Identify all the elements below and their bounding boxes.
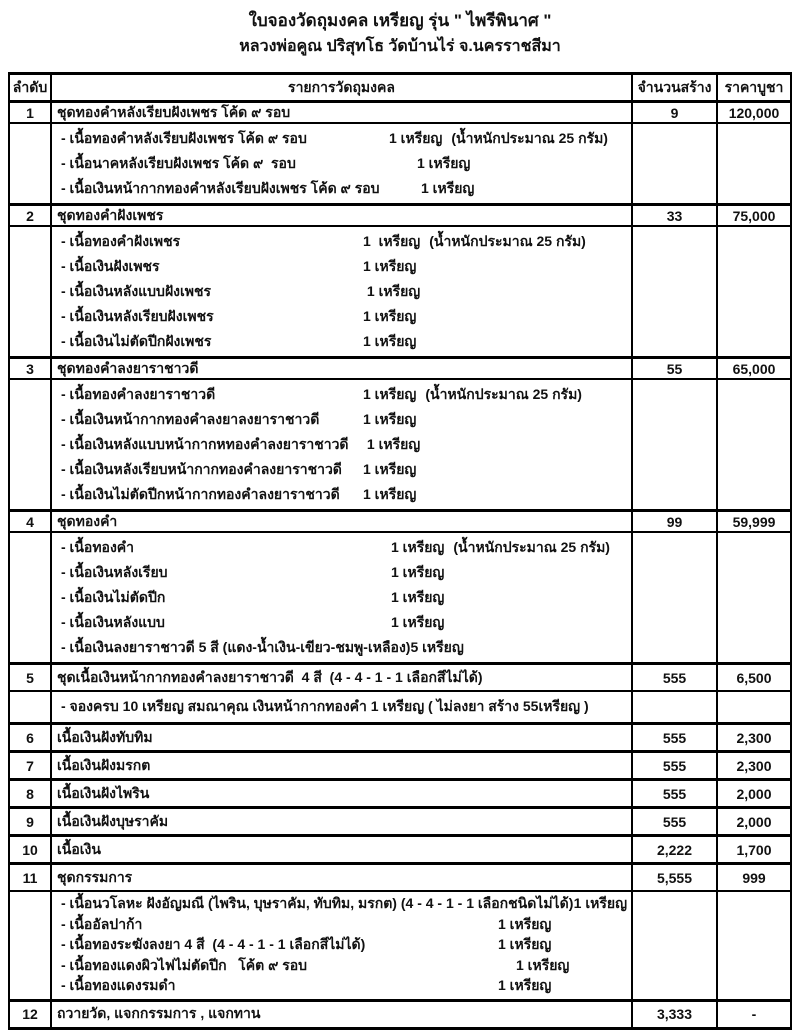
sub-item-quantity: 1 เหรียญ xyxy=(417,154,471,171)
row-order-number: 9 xyxy=(10,809,52,834)
row-order-number: 7 xyxy=(10,753,52,778)
row-quantity-made: 555 xyxy=(631,753,716,778)
sub-item-label: - เนื้อเงินไม่ตัดปีก xyxy=(61,588,166,605)
sub-item-quantity: 1 เหรียญ xyxy=(363,460,417,477)
table-header-row xyxy=(10,72,790,100)
sub-item-quantity: 1 เหรียญ xyxy=(363,435,421,452)
sub-item-label: - เนื้อเงินไม่ตัดปีกหน้ากากทองคำลงยาราชาวดี xyxy=(61,485,340,502)
table-row xyxy=(10,806,790,834)
sub-item-line xyxy=(57,254,627,279)
sub-item-label: - เนื้อทองแดงผิวไฟไม่ตัดปีก โค้ต ๙ รอบ xyxy=(61,956,308,973)
sub-item-label: - เนื้อทองคำหลังเรียบฝังเพชร โค้ด ๙ รอบ xyxy=(61,129,307,146)
sub-item-note: (น้ำหนักประมาณ 25 กรัม) xyxy=(453,538,610,555)
sub-item-quantity: 1 เหรียญ xyxy=(363,410,417,427)
sub-item-line xyxy=(57,151,627,176)
row-item-label: เนื้อเงินฝังมรกต xyxy=(57,756,151,773)
sub-empty-order-cell xyxy=(10,892,52,999)
row-quantity-made: 33 xyxy=(631,206,716,225)
sub-item-line xyxy=(57,956,627,977)
row-quantity-made: 2,222 xyxy=(631,837,716,862)
row-item-label: เนื้อเงินฝังไพริน xyxy=(57,784,150,801)
row-price-value: 75,000 xyxy=(716,206,790,225)
sub-empty-quantity-cell xyxy=(631,892,716,999)
column-header-quantity: จำนวนสร้าง xyxy=(631,75,716,100)
sub-item-label: - เนื้อเงินไม่ตัดปีกฝังเพชร xyxy=(61,332,212,349)
sub-item-line xyxy=(57,935,627,956)
sub-item-quantity: 1 เหรียญ xyxy=(391,613,445,630)
column-header-order-no: ลำดับ xyxy=(10,75,52,100)
row-quantity-made: 555 xyxy=(631,725,716,750)
table-row xyxy=(10,203,790,225)
sub-empty-quantity-cell xyxy=(631,124,716,203)
sub-empty-order-cell xyxy=(10,124,52,203)
sub-items-row xyxy=(10,531,790,662)
sub-items-cell xyxy=(52,124,631,203)
row-order-number: 3 xyxy=(10,359,52,378)
sub-item-line xyxy=(57,610,627,635)
sub-item-line xyxy=(57,457,627,482)
row-quantity-made: 5,555 xyxy=(631,865,716,890)
row-order-number: 6 xyxy=(10,725,52,750)
sub-empty-price-cell xyxy=(716,380,790,509)
amulet-order-table xyxy=(8,72,792,1030)
sub-item-line xyxy=(57,329,627,354)
sub-item-label: - เนื้อเงินหลังเรียบหน้ากากทองคำลงยาราชาวดี xyxy=(61,460,342,477)
row-item-label: เนื้อเงินฝังทับทิม xyxy=(57,728,153,745)
sub-empty-order-cell xyxy=(10,380,52,509)
sub-item-line xyxy=(57,279,627,304)
sub-items-row xyxy=(10,690,790,722)
sub-item-line xyxy=(57,382,627,407)
sub-item-quantity: 1 เหรียญ xyxy=(363,385,417,402)
row-order-number: 5 xyxy=(10,665,52,690)
row-price-value: 999 xyxy=(716,865,790,890)
sub-item-line xyxy=(57,635,627,660)
sub-item-quantity: 1 เหรียญ xyxy=(391,563,445,580)
row-quantity-made: 55 xyxy=(631,359,716,378)
sub-item-note: (น้ำหนักประมาณ 25 กรัม) xyxy=(425,385,582,402)
sub-items-cell xyxy=(52,380,631,509)
sub-item-quantity: 1 เหรียญ xyxy=(569,895,627,912)
row-price-value: 59,999 xyxy=(716,512,790,531)
sub-item-note: (น้ำหนักประมาณ 25 กรัม) xyxy=(429,232,586,249)
sub-item-line xyxy=(57,229,627,254)
sub-empty-quantity-cell xyxy=(631,533,716,662)
sub-item-quantity: 1 เหรียญ xyxy=(363,282,421,299)
sub-item-label: - เนื้อทองคำฝังเพชร xyxy=(61,232,181,249)
sub-item-label: - เนื้อทองแดงรมดำ xyxy=(61,977,176,994)
sub-item-label: - จองครบ 10 เหรียญ สมณาคุณ เงินหน้ากากทองคำ 1 เหรียญ ( ไม่ลงยา สร้าง 55เหรียญ ) xyxy=(61,698,589,714)
sub-empty-price-cell xyxy=(716,124,790,203)
sub-item-quantity: 1 เหรียญ xyxy=(391,538,445,555)
sub-item-line xyxy=(57,432,627,457)
sub-items-row xyxy=(10,225,790,356)
sub-item-quantity: 1 เหรียญ xyxy=(363,332,417,349)
row-price-value: 2,300 xyxy=(716,753,790,778)
sub-item-quantity: 1 เหรียญ xyxy=(363,307,417,324)
row-order-number: 11 xyxy=(10,865,52,890)
sub-item-line xyxy=(57,694,627,720)
sub-item-quantity: 5 เหรียญ xyxy=(410,638,464,655)
sub-item-line xyxy=(57,126,627,151)
sub-item-quantity: 1 เหรียญ xyxy=(516,956,570,973)
row-price-value: - xyxy=(716,1002,790,1027)
row-item-label: เนื้อเงินฝังบุษราคัม xyxy=(57,812,169,829)
row-price-value: 2,000 xyxy=(716,809,790,834)
row-item-label: ชุดทองคำหลังเรียบฝังเพชร โค้ด ๙ รอบ xyxy=(57,103,291,120)
form-title-line1: ใบจองวัดถุมงคล เหรียญ รุ่น " ไพรีพินาศ " xyxy=(248,11,552,30)
table-row xyxy=(10,356,790,378)
sub-item-line xyxy=(57,304,627,329)
table-row xyxy=(10,999,790,1027)
sub-item-quantity: 1 เหรียญ xyxy=(363,257,417,274)
sub-item-label: - เนื้อทองคำลงยาราชาวดี xyxy=(61,385,216,402)
sub-item-label: - เนื้อเงินหลังแบบฝังเพชร xyxy=(61,282,212,299)
sub-items-cell xyxy=(52,533,631,662)
sub-item-quantity: 1 เหรียญ xyxy=(363,232,421,249)
sub-item-line xyxy=(57,560,627,585)
sub-item-line xyxy=(57,915,627,936)
sub-items-row xyxy=(10,378,790,509)
sub-item-quantity: 1 เหรียญ xyxy=(498,977,552,994)
row-item-label: เนื้อเงิน xyxy=(57,840,101,857)
sub-item-label: - เนื้อเงินหน้ากากทองคำลงยาลงยาราชาวดี xyxy=(61,410,320,427)
table-body xyxy=(10,100,790,1027)
row-order-number: 2 xyxy=(10,206,52,225)
sub-empty-price-cell xyxy=(716,533,790,662)
row-price-value: 65,000 xyxy=(716,359,790,378)
row-item-label: ชุดทองคำลงยาราชาวดี xyxy=(57,359,199,376)
sub-item-label: - เนื้อเงินหน้ากากทองคำหลังเรียบฝังเพชร โค้ด ๙ รอบ xyxy=(61,179,380,196)
sub-item-quantity: 1 เหรียญ xyxy=(391,588,445,605)
sub-item-line xyxy=(57,407,627,432)
row-price-value: 120,000 xyxy=(716,103,790,122)
sub-item-line xyxy=(57,976,627,997)
table-row xyxy=(10,862,790,890)
sub-item-line xyxy=(57,176,627,201)
sub-item-line xyxy=(57,482,627,507)
row-item-label: ถวายวัด, แจกกรรมการ , แจกทาน xyxy=(57,1005,261,1021)
row-order-number: 1 xyxy=(10,103,52,122)
sub-item-label: - เนื้อนวโลหะ ฝังอัญมณี (ไพริน, บุษราคัม, ทับทิม, มรกต) (4 - 4 - 1 - 1 เลือกชนิดไม่ได้) xyxy=(61,895,574,912)
sub-item-label: - เนื้ออัลปาก้า xyxy=(61,915,143,932)
sub-item-label: - เนื้อเงินหลังแบบหน้ากากหทองคำลงยาราชาวดี xyxy=(61,435,349,452)
sub-items-cell xyxy=(52,692,631,722)
sub-empty-quantity-cell xyxy=(631,380,716,509)
row-quantity-made: 555 xyxy=(631,781,716,806)
column-header-item-list: รายการวัดถุมงคล xyxy=(288,78,395,95)
sub-item-label: - เนื้อทองคำ xyxy=(61,538,135,555)
row-price-value: 2,300 xyxy=(716,725,790,750)
sub-items-cell xyxy=(52,227,631,356)
sub-item-quantity: 1 เหรียญ xyxy=(498,936,552,953)
row-order-number: 8 xyxy=(10,781,52,806)
form-title-block xyxy=(0,0,800,60)
row-item-label: ชุดทองคำ xyxy=(57,512,118,529)
sub-empty-price-cell xyxy=(716,892,790,999)
sub-empty-price-cell xyxy=(716,227,790,356)
row-order-number: 4 xyxy=(10,512,52,531)
sub-item-quantity: 1 เหรียญ xyxy=(363,485,417,502)
sub-item-quantity: 1 เหรียญ xyxy=(421,179,475,196)
row-quantity-made: 555 xyxy=(631,809,716,834)
sub-empty-quantity-cell xyxy=(631,227,716,356)
sub-empty-price-cell xyxy=(716,692,790,722)
sub-item-quantity: 1 เหรียญ xyxy=(498,915,552,932)
sub-item-line xyxy=(57,585,627,610)
row-quantity-made: 3,333 xyxy=(631,1002,716,1027)
row-quantity-made: 555 xyxy=(631,665,716,690)
table-row xyxy=(10,509,790,531)
row-quantity-made: 9 xyxy=(631,103,716,122)
row-price-value: 1,700 xyxy=(716,837,790,862)
row-quantity-made: 99 xyxy=(631,512,716,531)
sub-empty-quantity-cell xyxy=(631,692,716,722)
column-header-price: ราคาบูชา xyxy=(716,75,790,100)
row-price-value: 2,000 xyxy=(716,781,790,806)
sub-empty-order-cell xyxy=(10,533,52,662)
sub-item-label: - เนื้อเงินหลังแบบ xyxy=(61,613,165,630)
sub-item-quantity: 1 เหรียญ xyxy=(389,129,443,146)
row-item-label: ชุดเนื้อเงินหน้ากากทองคำลงยาราชาวดี 4 สี (4 - 4 - 1 - 1 เลือกสีไม่ได้) xyxy=(57,668,483,685)
sub-item-label: - เนื้อเงินลงยาราชาวดี 5 สี (แดง-น้ำเงิน-เขียว-ชมพู-เหลือง) xyxy=(61,638,411,655)
form-title-line2: หลวงพ่อคูณ ปริสุทโธ วัดบ้านไร่ จ.นครราชสีมา xyxy=(239,38,561,55)
sub-empty-order-cell xyxy=(10,227,52,356)
row-order-number: 12 xyxy=(10,1002,52,1027)
table-row xyxy=(10,834,790,862)
sub-item-label: - เนื้อทองระฆังลงยา 4 สี (4 - 4 - 1 - 1 เลือกสีไม่ได้) xyxy=(61,936,366,953)
row-price-value: 6,500 xyxy=(716,665,790,690)
sub-item-line xyxy=(57,894,627,915)
table-row xyxy=(10,100,790,122)
sub-items-row xyxy=(10,890,790,999)
table-row xyxy=(10,662,790,690)
sub-item-label: - เนื้อนาคหลังเรียบฝังเพชร โค้ด ๙ รอบ xyxy=(61,154,296,171)
sub-item-label: - เนื้อเงินหลังเรียบฝังเพชร xyxy=(61,307,214,324)
sub-item-line xyxy=(57,535,627,560)
sub-item-label: - เนื้อเงินหลังเรียบ xyxy=(61,563,168,580)
row-item-label: ชุดกรรมการ xyxy=(57,868,133,885)
sub-items-cell xyxy=(52,892,631,999)
sub-item-label: - เนื้อเงินฝังเพชร xyxy=(61,257,160,274)
table-row xyxy=(10,778,790,806)
sub-items-row xyxy=(10,122,790,203)
row-item-label: ชุดทองคำฝังเพชร xyxy=(57,206,164,223)
row-order-number: 10 xyxy=(10,837,52,862)
sub-empty-order-cell xyxy=(10,692,52,722)
sub-item-note: (น้ำหนักประมาณ 25 กรัม) xyxy=(451,129,608,146)
table-row xyxy=(10,750,790,778)
table-row xyxy=(10,722,790,750)
